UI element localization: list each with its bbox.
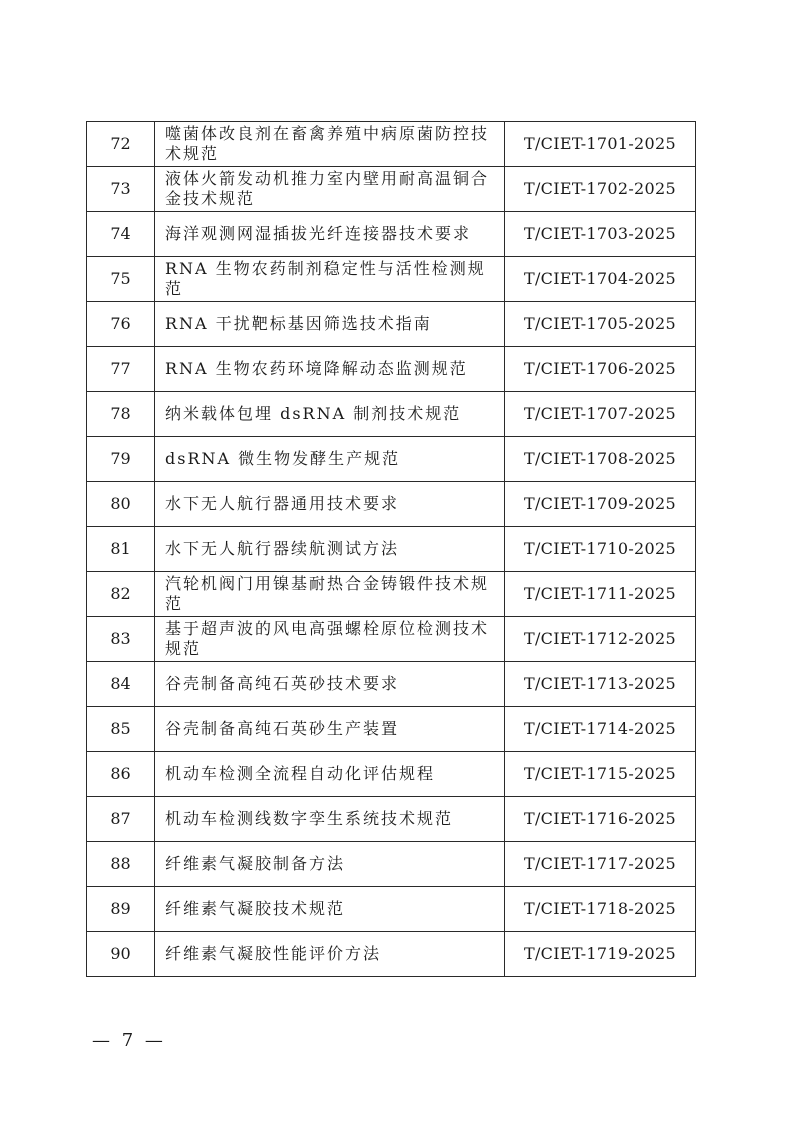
row-number: 89 [87, 887, 155, 932]
standard-code: T/CIET-1713-2025 [505, 662, 696, 707]
standard-name: RNA 干扰靶标基因筛选技术指南 [155, 302, 505, 347]
table-row [87, 617, 696, 662]
row-number: 88 [87, 842, 155, 887]
standard-code: T/CIET-1716-2025 [505, 797, 696, 842]
row-number: 79 [87, 437, 155, 482]
standard-name: 基于超声波的风电高强螺栓原位检测技术规范 [155, 617, 505, 662]
table-row [87, 257, 696, 302]
standard-code: T/CIET-1706-2025 [505, 347, 696, 392]
row-number: 78 [87, 392, 155, 437]
table-row [87, 392, 696, 437]
table-row [87, 212, 696, 257]
row-number: 74 [87, 212, 155, 257]
table-row [87, 347, 696, 392]
standard-code: T/CIET-1703-2025 [505, 212, 696, 257]
row-number: 85 [87, 707, 155, 752]
standard-code: T/CIET-1707-2025 [505, 392, 696, 437]
row-number: 77 [87, 347, 155, 392]
standard-name: 谷壳制备高纯石英砂技术要求 [155, 662, 505, 707]
standard-name: 水下无人航行器续航测试方法 [155, 527, 505, 572]
standard-code: T/CIET-1718-2025 [505, 887, 696, 932]
standard-code: T/CIET-1714-2025 [505, 707, 696, 752]
table-row [87, 842, 696, 887]
standard-name: RNA 生物农药制剂稳定性与活性检测规范 [155, 257, 505, 302]
row-number: 76 [87, 302, 155, 347]
table-row [87, 662, 696, 707]
row-number: 72 [87, 122, 155, 167]
standard-name: 纤维素气凝胶技术规范 [155, 887, 505, 932]
standard-name: 纤维素气凝胶制备方法 [155, 842, 505, 887]
standards-table [86, 121, 696, 977]
row-number: 81 [87, 527, 155, 572]
standard-code: T/CIET-1705-2025 [505, 302, 696, 347]
table-row [87, 797, 696, 842]
table-row [87, 527, 696, 572]
standard-name: 谷壳制备高纯石英砂生产装置 [155, 707, 505, 752]
standard-name: 水下无人航行器通用技术要求 [155, 482, 505, 527]
standard-code: T/CIET-1704-2025 [505, 257, 696, 302]
standard-code: T/CIET-1712-2025 [505, 617, 696, 662]
table-row [87, 437, 696, 482]
row-number: 73 [87, 167, 155, 212]
standard-name: 汽轮机阀门用镍基耐热合金铸锻件技术规范 [155, 572, 505, 617]
row-number: 82 [87, 572, 155, 617]
page-number: — 7 — [92, 1030, 166, 1051]
standard-code: T/CIET-1709-2025 [505, 482, 696, 527]
standard-name: 纤维素气凝胶性能评价方法 [155, 932, 505, 977]
standard-code: T/CIET-1717-2025 [505, 842, 696, 887]
standard-name: dsRNA 微生物发酵生产规范 [155, 437, 505, 482]
standard-name: 机动车检测全流程自动化评估规程 [155, 752, 505, 797]
table-row [87, 707, 696, 752]
standard-code: T/CIET-1708-2025 [505, 437, 696, 482]
standard-name: 液体火箭发动机推力室内壁用耐高温铜合金技术规范 [155, 167, 505, 212]
standard-code: T/CIET-1701-2025 [505, 122, 696, 167]
table-row [87, 572, 696, 617]
row-number: 86 [87, 752, 155, 797]
table-row [87, 167, 696, 212]
standard-name: 海洋观测网湿插拔光纤连接器技术要求 [155, 212, 505, 257]
standard-name: 机动车检测线数字孪生系统技术规范 [155, 797, 505, 842]
standard-code: T/CIET-1719-2025 [505, 932, 696, 977]
row-number: 90 [87, 932, 155, 977]
row-number: 75 [87, 257, 155, 302]
table-row [87, 887, 696, 932]
row-number: 84 [87, 662, 155, 707]
row-number: 80 [87, 482, 155, 527]
standard-name: 噬菌体改良剂在畜禽养殖中病原菌防控技术规范 [155, 122, 505, 167]
table-row [87, 122, 696, 167]
standard-code: T/CIET-1715-2025 [505, 752, 696, 797]
table-row [87, 302, 696, 347]
standard-code: T/CIET-1711-2025 [505, 572, 696, 617]
table-row [87, 752, 696, 797]
table-row [87, 932, 696, 977]
standards-table-body [87, 122, 696, 977]
row-number: 83 [87, 617, 155, 662]
standard-code: T/CIET-1702-2025 [505, 167, 696, 212]
standard-code: T/CIET-1710-2025 [505, 527, 696, 572]
standard-name: 纳米载体包埋 dsRNA 制剂技术规范 [155, 392, 505, 437]
row-number: 87 [87, 797, 155, 842]
table-row [87, 482, 696, 527]
standard-name: RNA 生物农药环境降解动态监测规范 [155, 347, 505, 392]
